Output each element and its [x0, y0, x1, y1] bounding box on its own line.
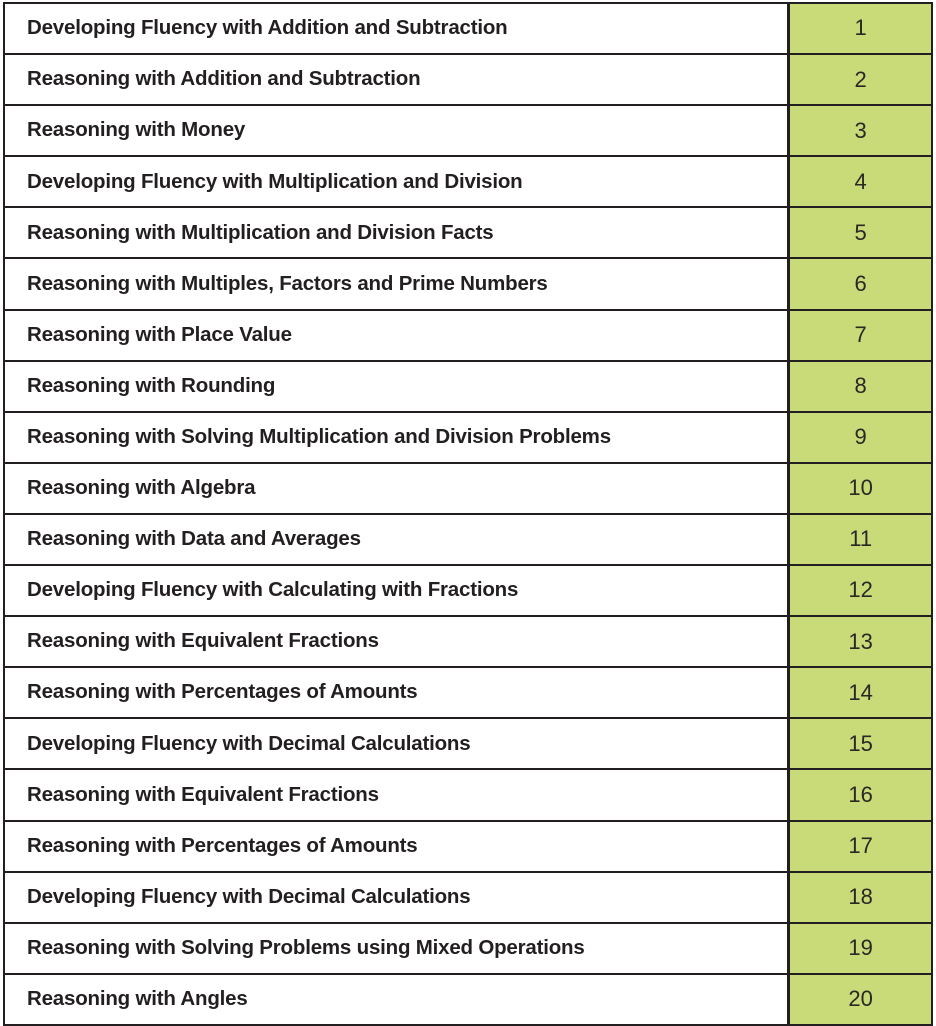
unit-number-cell: 17 [789, 821, 932, 872]
unit-title-cell: Reasoning with Angles [4, 974, 789, 1025]
unit-number-cell: 6 [789, 258, 932, 309]
unit-title-cell: Reasoning with Data and Averages [4, 514, 789, 565]
unit-title-cell: Developing Fluency with Addition and Subtraction [4, 3, 789, 54]
unit-number-cell: 1 [789, 3, 932, 54]
table-body [4, 3, 932, 1025]
table-row [4, 463, 932, 514]
unit-list-table [3, 2, 933, 1026]
table-row [4, 310, 932, 361]
unit-number-cell: 14 [789, 667, 932, 718]
unit-title-cell: Reasoning with Equivalent Fractions [4, 616, 789, 667]
unit-title-cell: Developing Fluency with Decimal Calculations [4, 718, 789, 769]
table-row [4, 872, 932, 923]
unit-number-cell: 16 [789, 769, 932, 820]
table-row [4, 156, 932, 207]
table-row [4, 769, 932, 820]
unit-number-cell: 5 [789, 207, 932, 258]
unit-number-cell: 12 [789, 565, 932, 616]
unit-number-cell: 19 [789, 923, 932, 974]
unit-number-cell: 13 [789, 616, 932, 667]
table-row [4, 3, 932, 54]
unit-title-cell: Reasoning with Rounding [4, 361, 789, 412]
unit-number-cell: 20 [789, 974, 932, 1025]
table-row [4, 974, 932, 1025]
unit-title-cell: Reasoning with Solving Problems using Mixed Operations [4, 923, 789, 974]
unit-number-cell: 2 [789, 54, 932, 105]
table-row [4, 361, 932, 412]
unit-title-cell: Reasoning with Solving Multiplication and Division Problems [4, 412, 789, 463]
table-row [4, 616, 932, 667]
unit-title-cell: Reasoning with Percentages of Amounts [4, 821, 789, 872]
table-row [4, 718, 932, 769]
table-row [4, 54, 932, 105]
unit-number-cell: 10 [789, 463, 932, 514]
table-row [4, 923, 932, 974]
unit-title-cell: Reasoning with Percentages of Amounts [4, 667, 789, 718]
table-row [4, 514, 932, 565]
table-row [4, 207, 932, 258]
unit-number-cell: 8 [789, 361, 932, 412]
unit-title-cell: Reasoning with Multiples, Factors and Prime Numbers [4, 258, 789, 309]
unit-number-cell: 11 [789, 514, 932, 565]
table-row [4, 667, 932, 718]
unit-number-cell: 7 [789, 310, 932, 361]
unit-title-cell: Reasoning with Place Value [4, 310, 789, 361]
unit-number-cell: 18 [789, 872, 932, 923]
unit-number-cell: 9 [789, 412, 932, 463]
table-row [4, 565, 932, 616]
unit-title-cell: Reasoning with Equivalent Fractions [4, 769, 789, 820]
table-row [4, 821, 932, 872]
unit-number-cell: 15 [789, 718, 932, 769]
unit-title-cell: Reasoning with Algebra [4, 463, 789, 514]
unit-title-cell: Reasoning with Money [4, 105, 789, 156]
unit-title-cell: Developing Fluency with Decimal Calculations [4, 872, 789, 923]
unit-title-cell: Developing Fluency with Multiplication and Division [4, 156, 789, 207]
unit-title-cell: Reasoning with Multiplication and Division Facts [4, 207, 789, 258]
unit-title-cell: Developing Fluency with Calculating with Fractions [4, 565, 789, 616]
unit-number-cell: 4 [789, 156, 932, 207]
unit-title-cell: Reasoning with Addition and Subtraction [4, 54, 789, 105]
table-row [4, 412, 932, 463]
unit-number-cell: 3 [789, 105, 932, 156]
table-row [4, 105, 932, 156]
table-row [4, 258, 932, 309]
